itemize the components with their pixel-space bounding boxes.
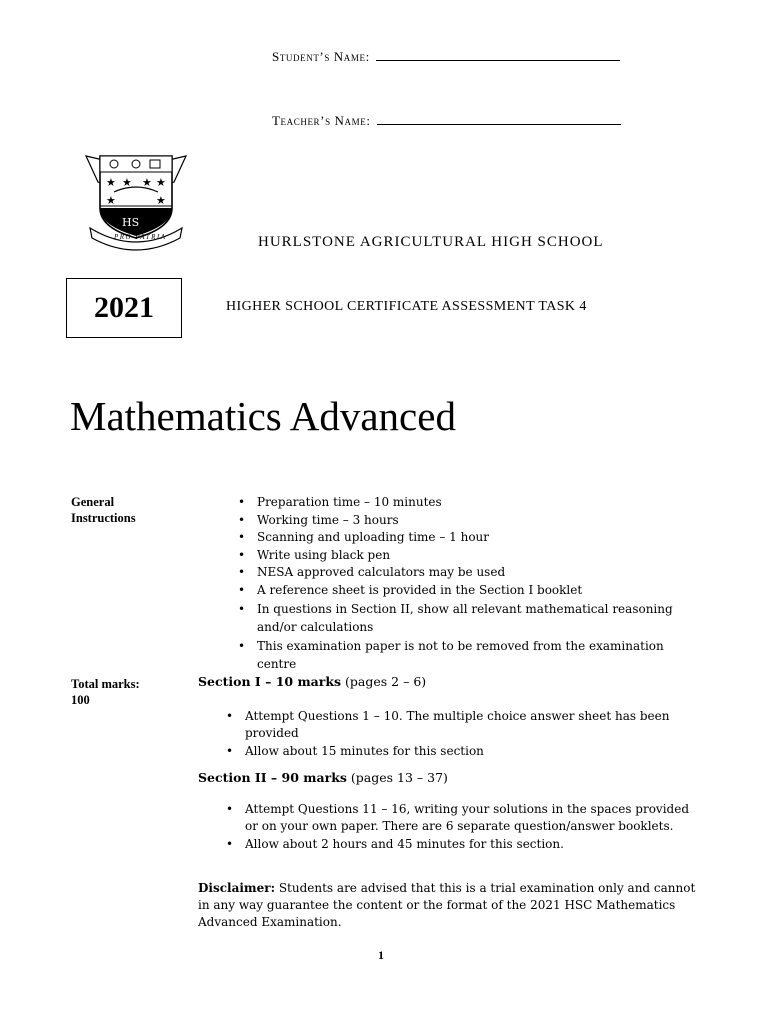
disclaimer-label: Disclaimer: bbox=[198, 881, 276, 895]
assessment-task-title: HIGHER SCHOOL CERTIFICATE ASSESSMENT TASK 4 bbox=[226, 299, 587, 314]
total-label-line1: Total marks: bbox=[71, 677, 140, 691]
section-2-list bbox=[220, 801, 690, 853]
disclaimer-text: Students are advised that this is a trial examination only and cannot in any way guarantee the content or the format of the 2021 HSC Mathematics Advanced Examination. bbox=[198, 881, 696, 929]
svg-text:HS: HS bbox=[122, 216, 140, 229]
section-2-heading bbox=[198, 770, 448, 785]
section-1-list bbox=[220, 708, 695, 760]
svg-text:★: ★ bbox=[106, 176, 116, 189]
svg-text:★: ★ bbox=[106, 194, 116, 207]
total-marks-label bbox=[71, 676, 140, 708]
svg-text:★: ★ bbox=[122, 176, 132, 189]
general-instructions-label bbox=[71, 494, 136, 526]
section-2-pages: (pages 13 – 37) bbox=[350, 770, 448, 785]
student-name-blank[interactable] bbox=[376, 48, 620, 61]
list-item: • Scanning and uploading time – 1 hour bbox=[232, 529, 702, 547]
list-item: • In questions in Section II, show all relevant mathematical reasoning and/or calculations bbox=[232, 601, 702, 636]
general-label-line1: General bbox=[71, 495, 115, 509]
section-1-title: Section I – 10 marks bbox=[198, 674, 342, 689]
list-item: • Working time – 3 hours bbox=[232, 512, 702, 530]
teacher-name-label: Teacher’s Name: bbox=[272, 113, 371, 128]
page-number: 1 bbox=[378, 948, 384, 962]
teacher-name-blank[interactable] bbox=[377, 112, 621, 125]
list-item: • This examination paper is not to be removed from the examination centre bbox=[232, 638, 702, 673]
general-label-line2: Instructions bbox=[71, 511, 136, 525]
section-1-pages: (pages 2 – 6) bbox=[345, 674, 427, 689]
svg-text:★: ★ bbox=[142, 176, 152, 189]
list-item: • NESA approved calculators may be used bbox=[232, 564, 702, 582]
list-item: • Attempt Questions 11 – 16, writing your solutions in the spaces provided or on your own paper. There are 6 separate question/answer booklets. bbox=[220, 801, 690, 834]
list-item: • Preparation time – 10 minutes bbox=[232, 494, 702, 512]
list-item: • Allow about 15 minutes for this section bbox=[220, 743, 695, 760]
svg-text:★: ★ bbox=[156, 176, 166, 189]
svg-text:★: ★ bbox=[156, 194, 166, 207]
student-name-label: Student’s Name: bbox=[272, 49, 370, 64]
school-name: HURLSTONE AGRICULTURAL HIGH SCHOOL bbox=[258, 234, 604, 250]
list-item: • Write using black pen bbox=[232, 547, 702, 565]
year-text: 2021 bbox=[94, 291, 154, 324]
general-instructions-list bbox=[232, 494, 702, 673]
section-2-title: Section II – 90 marks bbox=[198, 770, 347, 785]
student-name-row bbox=[272, 48, 620, 65]
list-item: • A reference sheet is provided in the Section I booklet bbox=[232, 582, 702, 600]
teacher-name-row bbox=[272, 112, 621, 129]
total-label-line2: 100 bbox=[71, 693, 90, 707]
school-crest-icon bbox=[84, 152, 188, 252]
crest-motto: PRO PATRIA bbox=[114, 233, 167, 241]
list-item: • Attempt Questions 1 – 10. The multiple choice answer sheet has been provided bbox=[220, 708, 695, 741]
disclaimer bbox=[198, 880, 708, 931]
list-item: • Allow about 2 hours and 45 minutes for this section. bbox=[220, 836, 690, 853]
exam-title: Mathematics Advanced bbox=[70, 393, 456, 439]
year-box bbox=[66, 278, 182, 338]
section-1-heading bbox=[198, 674, 426, 689]
